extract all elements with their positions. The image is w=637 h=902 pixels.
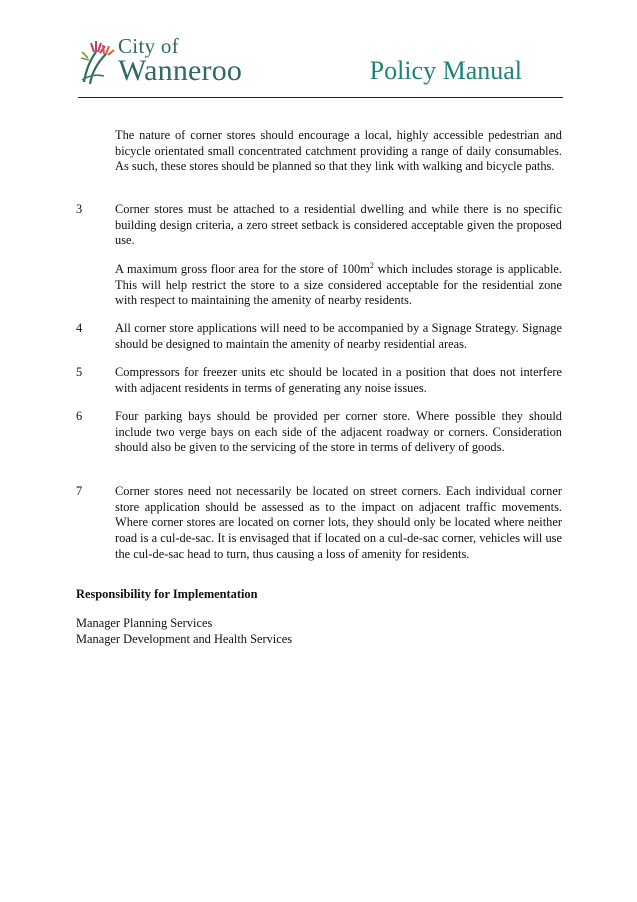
responsible-officer: Manager Planning Services <box>76 616 213 630</box>
page-header <box>0 0 637 100</box>
responsible-officer: Manager Development and Health Services <box>76 632 293 646</box>
logo-text-wanneroo: Wanneroo <box>118 54 243 87</box>
floor-area-paragraph <box>115 262 562 309</box>
section-heading: Responsibility for Implementation <box>76 587 258 601</box>
page-title: Policy Manual <box>369 56 522 85</box>
item-text: Corner stores must be attached to a residential dwelling and while there is no specific building design criteria, a zero street setback is considered acceptable given the proposed use. <box>115 202 562 248</box>
item-text: Compressors for freezer units etc should be located in a position that does not interfere with adjacent residents in terms of generating any noise issues. <box>115 365 562 395</box>
kangaroo-paw-icon <box>78 30 120 88</box>
item-text: Corner stores need not necessarily be located on street corners. Each individual corner store application should be assessed as to the impact on adjacent traffic movements. Where corner stores are located on corner lots, they should only be located where neither road is a cul-de-sac. It is envisaged that if located on a cul-de-sac corner, vehicles will use the cul-de-sac head to turn, thus causing a loss of amenity for residents. <box>115 484 562 561</box>
item-text: Four parking bays should be provided per corner store. Where possible they should include two verge bays on each side of the adjacent roadway or corners. Consideration should also be given to the servicing of the store in terms of delivery of goods. <box>115 409 562 455</box>
intro-paragraph: The nature of corner stores should encourage a local, highly accessible pedestrian and bicycle orientated small concentrated catchment providing a range of daily consumables. As such, these stores should be planned so that they link with walking and bicycle paths. <box>115 128 562 174</box>
item-number: 4 <box>76 321 83 335</box>
item-number: 3 <box>76 202 83 216</box>
item-number: 7 <box>76 484 83 498</box>
header-divider <box>78 97 563 98</box>
item-text: All corner store applications will need to be accompanied by a Signage Strategy. Signage should be designed to maintain the amenity of nearby residential areas. <box>115 321 562 351</box>
floor-area-text-end: which includes storage is applicable. This will help restrict the store to a size considered acceptable for the residential zone with respect to maintaining the amenity of nearby residents. <box>115 262 562 308</box>
floor-area-text-start: A maximum gross floor area for the store of 100m <box>115 262 370 276</box>
city-logo <box>78 30 278 90</box>
logo-text-city: City of <box>118 34 180 58</box>
superscript: 2 <box>369 261 374 270</box>
item-number: 5 <box>76 365 83 379</box>
item-number: 6 <box>76 409 83 423</box>
